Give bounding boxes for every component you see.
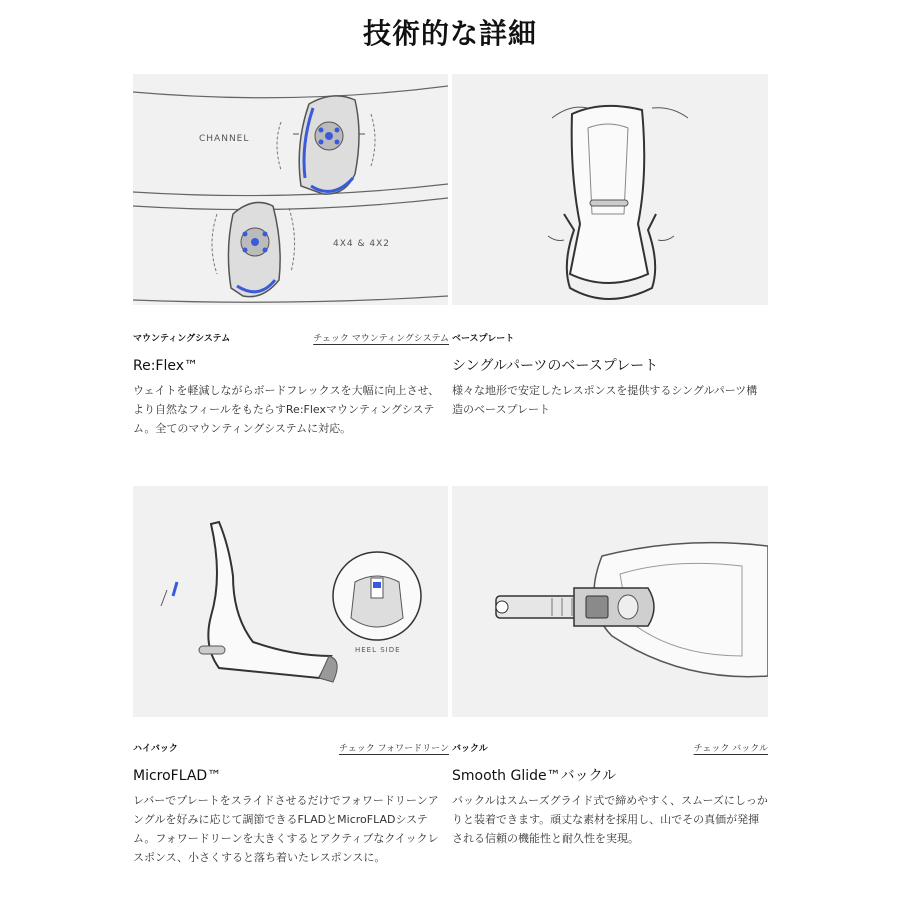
card-title: Re:Flex™ (133, 358, 199, 374)
card-title: シングルパーツのベースプレート (452, 358, 659, 374)
reflex-mounting-image (133, 74, 448, 305)
card-category: マウンティングシステム (133, 334, 231, 344)
baseplate-image (452, 74, 768, 305)
page-title: 技術的な詳細 (362, 17, 537, 50)
card-buckle (452, 741, 768, 848)
card-category: ベースプレート (452, 334, 515, 344)
channel-label: CHANNEL (199, 134, 250, 144)
card-reflex (133, 331, 449, 438)
binding-bottom-illustration (212, 202, 295, 296)
card-category: ハイバック (133, 744, 178, 754)
heel-side-label: HEEL SIDE (355, 646, 401, 654)
card-title: Smooth Glide™バックル (452, 768, 617, 784)
buckle-image (452, 486, 768, 717)
check-mounting-link[interactable]: チェック マウンティングシステム (313, 334, 449, 344)
card-description: バックルはスムーズグライド式で締めやすく、スムーズにしっかりと装着できます。頑丈な素材を採用し、山でその真価が発揮される信頼の機能性と耐久性を実現。 (452, 794, 768, 845)
binding-top-illustration (277, 96, 375, 194)
card-description: レバーでプレートをスライドさせるだけでフォワードリーンアングルを好みに応じて調節できるFLADとMicroFLADシステム。フォワードリーンを大きくするとアクティブなクイックレスポンス、小さくすると落ち着いたレスポンスに。 (133, 794, 439, 864)
fourby-label: 4X4 & 4X2 (333, 239, 390, 249)
card-description: 様々な地形で安定したレスポンスを提供するシングルパーツ構造のベースプレート (452, 384, 758, 416)
check-buckle-link[interactable]: チェック バックル (693, 744, 768, 754)
card-title: MicroFLAD™ (133, 768, 222, 784)
card-description: ウェイトを軽減しながらボードフレックスを大幅に向上させ、より自然なフィールをもたらすRe:Flexマウンティングシステム。全てのマウンティングシステムに対応。 (133, 384, 440, 435)
microflad-image (133, 486, 448, 717)
card-baseplate (452, 331, 768, 419)
card-microflad (133, 741, 449, 867)
card-category: バックル (452, 744, 488, 754)
check-forward-lean-link[interactable]: チェック フォワードリーン (339, 744, 449, 754)
